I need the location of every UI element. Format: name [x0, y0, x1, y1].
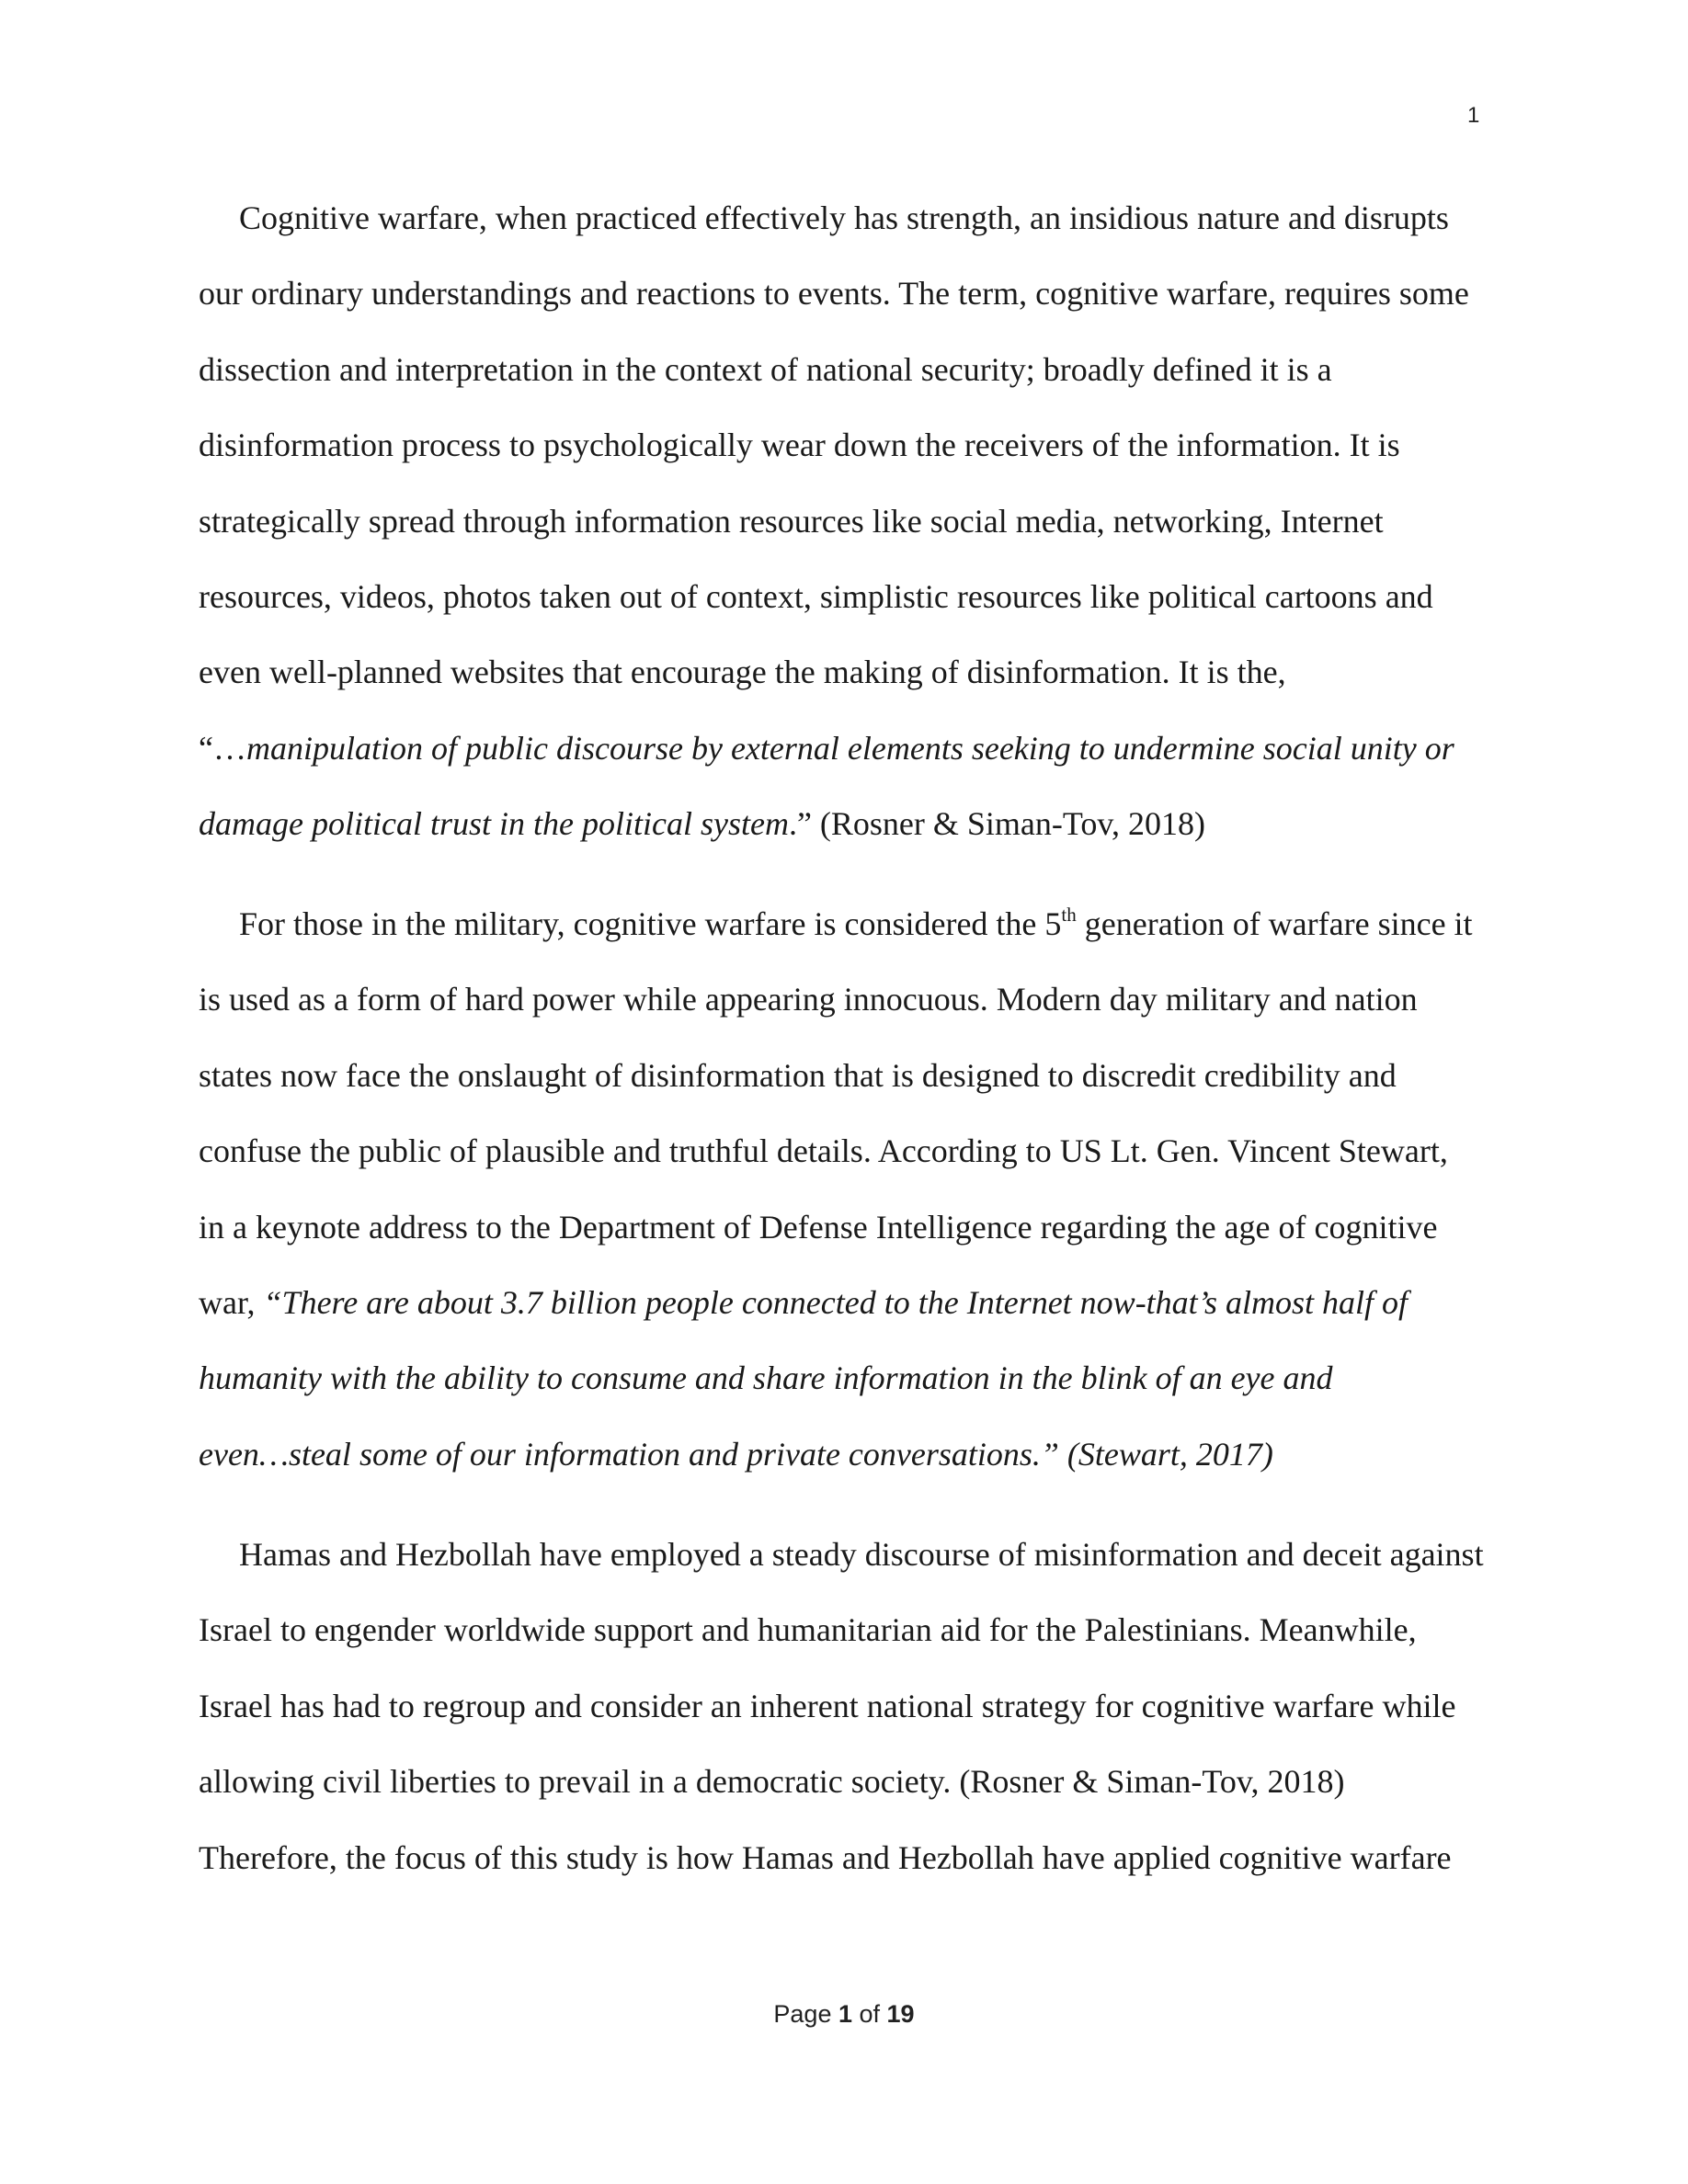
text-line: even well-planned websites that encourage the making of disinformation. It is the, — [199, 654, 1286, 691]
text-line: allowing civil liberties to prevail in a democratic society. (Rosner & Siman-Tov, 2018) — [199, 1763, 1345, 1801]
quote-line: even…steal some of our information and private conversations.” (Stewart, 2017) — [199, 1435, 1273, 1473]
text-line: is used as a form of hard power while appearing innocuous. Modern day military and nation — [199, 981, 1418, 1018]
paragraph-2 — [199, 886, 1495, 1492]
quote-line: war, “There are about 3.7 billion people connected to the Internet now-that’s almost half of — [199, 1283, 1409, 1321]
text-line: For those in the military, cognitive warfare is considered the 5th generation of warfare since it — [239, 904, 1473, 942]
page-footer: Page 1 of 19 — [773, 2000, 915, 2028]
paragraph-1 — [199, 180, 1495, 862]
text-line: Israel has had to regroup and consider an inherent national strategy for cognitive warfare while — [199, 1687, 1456, 1724]
text-line: Cognitive warfare, when practiced effectively has strength, an insidious nature and disrupts — [239, 199, 1449, 236]
text-line: confuse the public of plausible and truthful details. According to US Lt. Gen. Vincent Stewart, — [199, 1132, 1448, 1170]
text-line: our ordinary understandings and reactions to events. The term, cognitive warfare, requires some — [199, 275, 1469, 313]
quote-line: damage political trust in the political system.” (Rosner & Siman-Tov, 2018) — [199, 805, 1206, 843]
text-line: strategically spread through information resources like social media, networking, Internet — [199, 502, 1384, 540]
text-line: Therefore, the focus of this study is how Hamas and Hezbollah have applied cognitive warfare — [199, 1838, 1452, 1876]
quote-line: “…manipulation of public discourse by external elements seeking to undermine social unity or — [199, 729, 1454, 767]
text-line: disinformation process to psychologically wear down the receivers of the information. It is — [199, 427, 1400, 464]
paragraph-3 — [199, 1517, 1495, 1895]
text-line: resources, videos, photos taken out of context, simplistic resources like political cartoons and — [199, 577, 1433, 615]
text-line: Hamas and Hezbollah have employed a steady discourse of misinformation and deceit against — [239, 1536, 1484, 1573]
text-line: Israel to engender worldwide support and humanitarian aid for the Palestinians. Meanwhile, — [199, 1611, 1417, 1649]
superscript: th — [1061, 904, 1077, 926]
text-line: states now face the onslaught of disinformation that is designed to discredit credibility and — [199, 1056, 1397, 1094]
text-line: in a keynote address to the Department of Defense Intelligence regarding the age of cognitive — [199, 1208, 1438, 1246]
quote-line: humanity with the ability to consume and share information in the blink of an eye and — [199, 1359, 1333, 1397]
header-page-number: 1 — [1467, 103, 1480, 128]
text-line: dissection and interpretation in the context of national security; broadly defined it is a — [199, 350, 1332, 388]
